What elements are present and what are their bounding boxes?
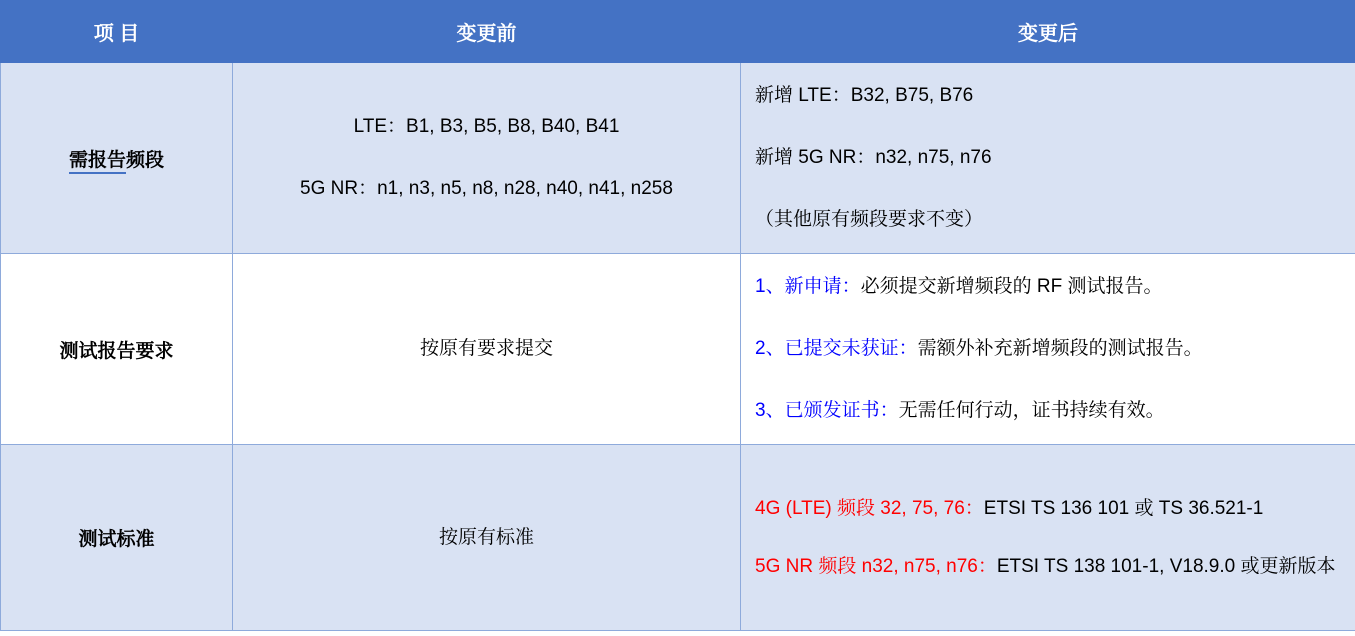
table-row-test-standards [1,445,1355,631]
header-row [1,1,1355,63]
after-line [755,380,1341,442]
item-label-underlined: 需报告 [69,150,126,174]
after-line-text: 必须提交新增频段的 RF 测试报告。 [860,276,1163,297]
table-row-reportable-bands [1,63,1355,254]
header-before: 变更前 [233,1,741,63]
after-line-text: ETSI TS 136 101 或 TS 36.521-1 [983,497,1264,519]
before-line: LTE：B1, B3, B5, B8, B40, B41 [353,116,620,137]
after-line [755,480,1341,538]
table-row-test-report-requirements [1,254,1355,445]
before-cell [233,445,741,631]
after-line [755,538,1341,596]
row-item-label: 测试标准 [1,445,233,631]
after-line-prefix: 2、已提交未获证： [755,338,918,359]
after-line-text: 需额外补充新增频段的测试报告。 [917,338,1203,359]
after-cell [741,445,1355,631]
after-line-text: ETSI TS 138 101-1, V18.9.0 或更新版本 [996,555,1336,577]
before-line: 按原有要求提交 [419,338,553,359]
after-line-prefix: 3、已颁发证书： [755,400,899,421]
before-line: 5G NR：n1, n3, n5, n8, n28, n40, n41, n258 [300,178,673,199]
header-after: 变更后 [741,1,1355,63]
after-line: 新增 5G NR：n32, n75, n76 [755,147,992,168]
after-line-prefix: 5G NR 频段 n32, n75, n76： [755,555,997,577]
after-line-text: 无需任何行动，证书持续有效。 [898,400,1165,421]
row-item-label: 测试报告要求 [1,254,233,445]
after-line: 新增 LTE：B32, B75, B76 [755,85,974,106]
after-line-prefix: 4G (LTE) 频段 32, 75, 76： [755,497,984,519]
after-line: （其他原有频段要求不变） [755,209,984,230]
before-cell [233,254,741,445]
row-item-label [1,63,233,254]
after-line-prefix: 1、新申请： [755,276,861,297]
before-cell [233,63,741,254]
after-cell [741,63,1355,254]
item-label-rest: 频段 [126,149,165,171]
after-line [755,256,1341,318]
after-line [755,318,1341,380]
after-cell [741,254,1355,445]
header-item: 项 目 [1,1,233,63]
before-line: 按原有标准 [438,526,534,548]
